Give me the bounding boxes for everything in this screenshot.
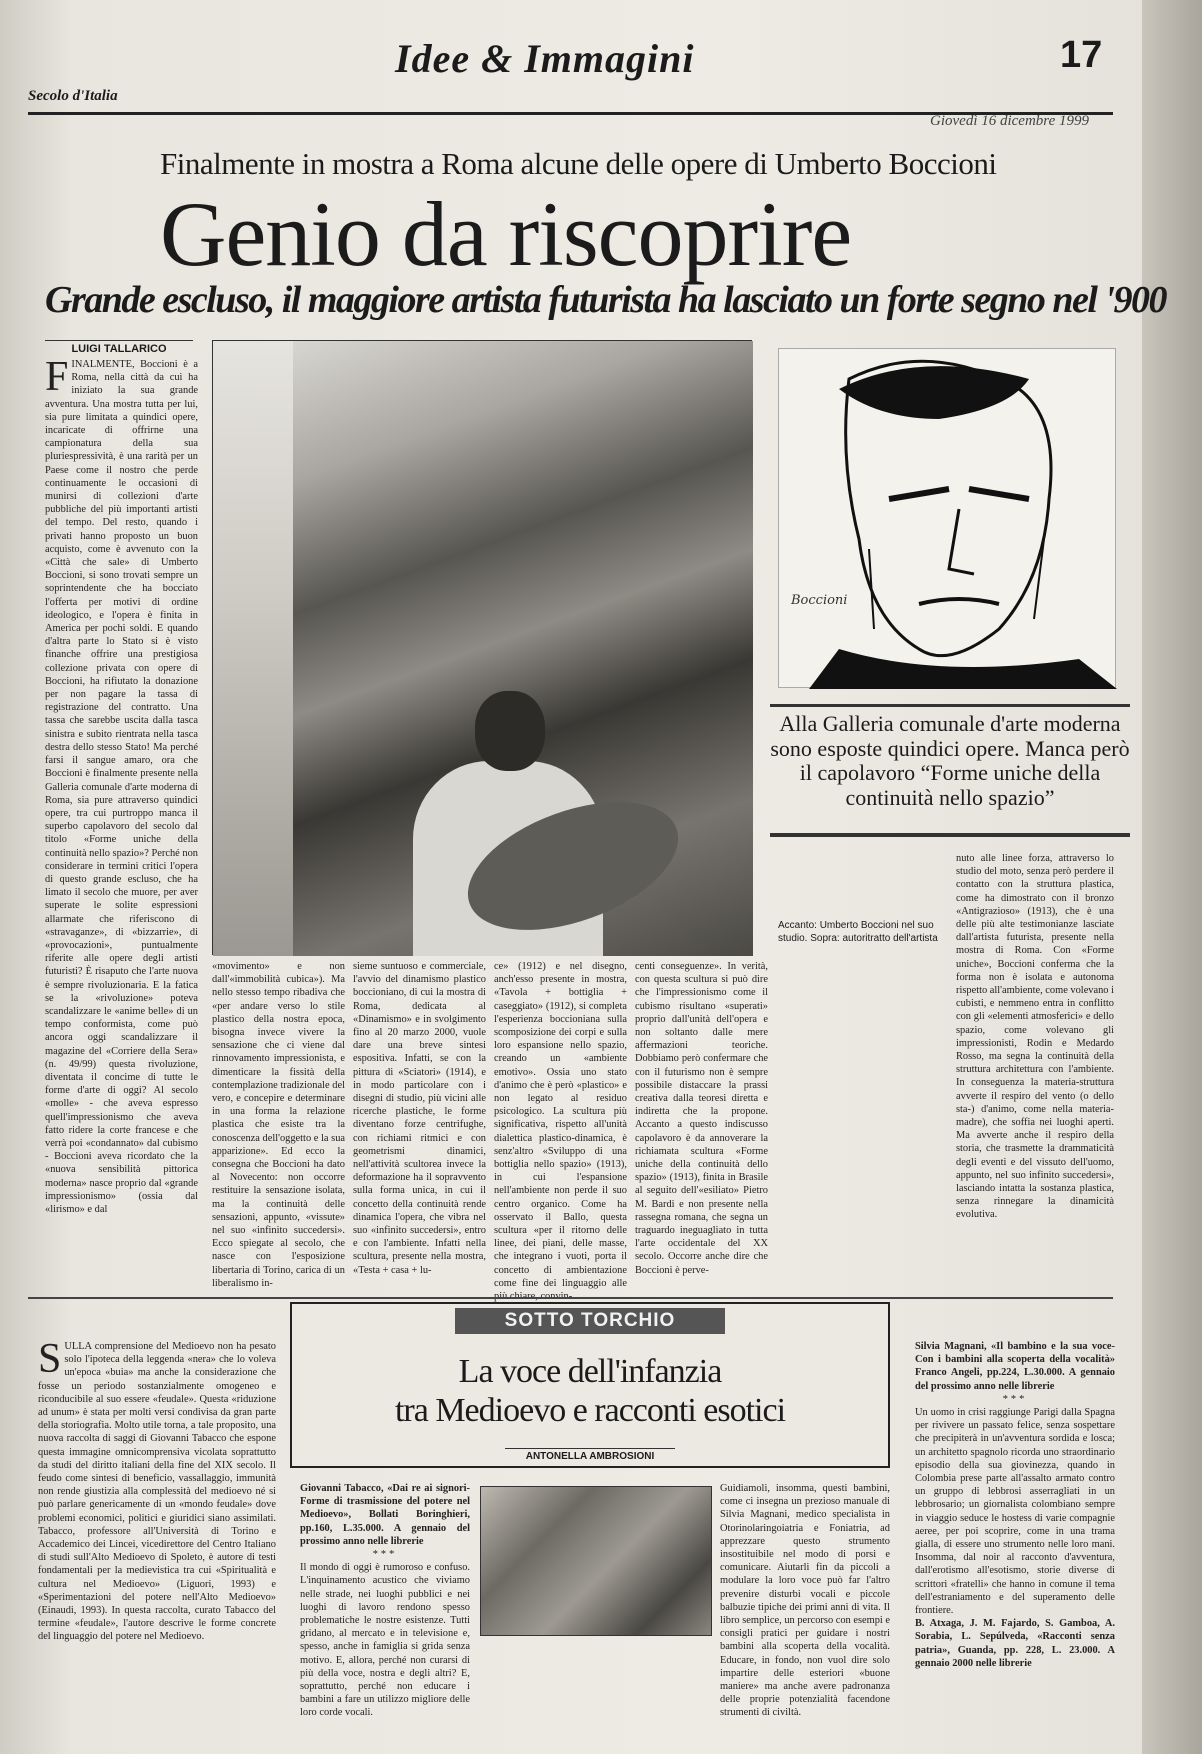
newspaper-name: Secolo d'Italia	[28, 88, 118, 104]
issue-date: Giovedì 16 dicembre 1999	[930, 113, 1089, 129]
sotto-torchio-label: SOTTO TORCHIO	[455, 1308, 725, 1334]
medieval-engraving	[480, 1486, 712, 1636]
column-text: INALMENTE, Boccioni è a Roma, nella città da cui ha iniziato la sua grande avventura. Una mostra tutta per lui, sia pure limitata a quindici opere, incaricate di offrirne una campionatura della sua pluriespressività, è una rarità per un Paese come il nostro che perde continuamente le occasioni di munirsi di collezioni d'arte pubbliche del più importanti artisti del tempo. Del resto, quando i privati hanno proposto un buon acquisto, come è avvenuto con la «Città che sale» di Umberto Boccioni, si sono trovati sempre un soprintendente che ha bocciato l'offerta per motivi di ordine ideologico, e l'opera è finita in America per pochi soldi. E quando d'altra parte lo Stato si è visto finanche offrire una prestigiosa collezione privata con opere di Boccioni, ha rifiutato la donazione per non pagare la tassa di registrazione del contratto. Una tassa che sarebbe uscita dalla tasca sinistra e subito rientrata nella tasca destra dello stesso Stato! Ma perché farsi il sangue amaro, ora che Boccioni è finalmente presente nella Galleria comunale d'arte moderna di Roma, sia pure attraverso quindici opere, tra cui purtroppo manca il superbo capolavoro del secolo dal titolo «Forme uniche della continuità nello spazio»? Perché non considerare in termini critici l'opera di questo grande escluso, che ha limato il secolo che muore, per aver superate le solite espressioni allarmate che riferiscono di «stravaganze», di «bizzarrie», di «provocazioni», puntualmente riferite alle opere degli artisti futuristi? È risaputo che l'arte nuova è sempre rivoluzionaria. E la fatica se la «rivoluzione» poteva scandalizzare le «anime belle» di un tempo conformista, come può ancora oggi scandalizzare il magazine del «Corriere della Sera» (n. 49/99) questa rivoluzione, diventata il concime di tutte le forme d'arte di oggi? Al secolo «molle» - che aveva espresso quell'impressionismo che aveva fatto ridere la corte francese e che verrà poi «condannato» dal cubismo - Boccioni aveva ricordato che la «nuova sensibilità pittorica moderna» nasce proprio dal «grande impressionismo» (ossia dal «lirismo» e dal	[45, 359, 198, 1215]
article-column-3: sieme suntuoso e commerciale, l'avvio del dinamismo plastico boccioniano, di cui la mostra di Roma, dedicata al «Dinamismo» e in svolgimento fino al 20 marzo 2000, vuole dare una breve sintesi espositiva. Infatti, se con la pittura di «Sciatori» (1914), e in modo particolare con i disegni di studio, più vicini alle ricerche plastiche, le forme diventano forze centrifughe, con richiami ritmici e con geometrismi dinamici, nell'attività scultorea invece la deformazione ha il sopravvento sulla forma unica, in cui il concetto della continuità rende dinamica l'opera, che vibra nel suo «infinito succedersi», entro e con l'ambiente. Infatti nella scultura, presente nella mostra, «Testa + casa + lu-	[353, 961, 486, 1276]
separator-stars: ***	[372, 1549, 398, 1561]
book-reference-2: Silvia Magnani, «Il bambino e la sua voce-Con i bambini alla scoperta della vocalità» Franco Angeli, pp.224, L.30.000. A gennaio del prossimo anno nelle librerie	[915, 1341, 1115, 1392]
column-text: ULLA comprensione del Medioevo non ha pesato solo l'ipoteca della leggenda «nera» che lo voleva un'epoca «buia» ma anche la considerazione che fosse un periodo sostanzialmente omogeneo e riconducibile al suo essere «feudale». Questa «riduzione ad unum» è stata per molti versi condivisa da gran parte della storiografia. Molto utile torna, a tale proposito, una nuova raccolta di saggi di Giovanni Tabacco che espone questa immagine omnicomprensiva vicolata soprattutto da studi del diritto italiani della fine del XIX secolo. Il feudo come sintesi di beneficio, vassallaggio, immunità non rende giustizia alla complessità del medioevo né si può parlare genericamente di un «mondo feudale» dove problemi economici, politici e giuridici siano assimilati. Tabacco, professore all'Università di Torino e Accademico dei Lincei, vicedirettore del Centro Italiano di studi sull'Alto Medioevo di Spoleto, è autore di testi fondamentali per la medievistica tra cui «Spiritualità e cultura nel Medioevo» (Liguori, 1993) e «Sperimentazioni del potere nell'Alto Medioevo» (Einaudi, 1993). In questa raccolta, curato Tabacco del termine «feudale», l'autore descrive le forme concrete del linguaggio del potere nel Medioevo.	[38, 1341, 276, 1643]
title-line-1: La voce dell'infanzia	[458, 1353, 722, 1390]
book-reference-3: B. Atxaga, J. M. Fajardo, S. Gamboa, A. Sorabia, L. Sepúlveda, «Racconti senza patria», Guanda, pp. 228, L. 23.000. A gennaio 2000 nelle librerie	[915, 1618, 1115, 1669]
article-column-1	[45, 354, 198, 1278]
article-byline: LUIGI TALLARICO	[45, 340, 193, 355]
sotto-torchio-author: ANTONELLA AMBROSIONI	[505, 1448, 675, 1462]
column-text: Il mondo di oggi è rumoroso e confuso. L'inquinamento acustico che viviamo nelle strade, nei luoghi pubblici e nei luoghi di lavoro rendono spesso problematiche le nostre esistenze. Tutti gridano, al mercato e in televisione e, spesso, anche in famiglia si grida senza motivo. E, allora, perché non curarsi di più della voce, nostra e degli altri? E, soprattutto, perché non educare i bambini a fare un utilizzo migliore delle loro corde vocali.	[300, 1562, 470, 1719]
article-column-6: nuto alle linee forza, attraverso lo studio del moto, senza però perdere il contatto con la struttura plastica, come ha dimostrato con il bronzo «Antigrazioso» (1913), che è una delle più alte testimonianze lasciate dall'artista futurista, presente nella mostra di Roma. Con «Forme uniche», Boccioni conferma che la forma non è isolata e autonoma rispetto all'ambiente, come volevano i cubisti, e nemmeno entra in conflitto con gli «elementi atmosferici» e dello spazio, come volevano gli impressionisti, Rodin e Medardo Rosso, ma segna la continuità della struttura architettura con l'ambiente. In conseguenza la materia-struttura avverte il respiro del vento (o dello sta-) d'animo, come nella materia-madre), che soffia nei luoghi aperti. Ma avverte anche il respiro della storia, che trasmette la drammaticità degli eventi e del vissuto dell'uomo, appunto, nel suo infinito succedersi», lasciando intatta la sostanza plastica, senza rinnegare la dinamicità evolutiva.	[956, 853, 1114, 1221]
title-line-2: tra Medioevo e racconti esotici	[394, 1392, 786, 1430]
section-title: Idee & Immagini	[395, 36, 695, 81]
article-column-4: ce» (1912) e nel disegno, anch'esso presente in mostra, «Tavola + bottiglia + caseggiato» (1912), si completa l'esperienza boccioniana sulla scomposizione dei corpi e sulla loro espansione nello spazio, creando un «ambiente emotivo». Ossia uno stato d'animo che è però «plastico» e non legato al residuo psicologico. La scultura più significativa, rispetto all'unità dialettica plastico-dinamica, è senz'altro «Sviluppo di una bottiglia nello spazio» (1913), in cui l'espansione nell'ambiente non perde il suo centro organico. Come ha osservato il Ballo, questa scultura «per il ritorno delle linee, dei piani, delle masse, che integrano i vuoti, porta il concetto di ambientazione come fine dei linguaggio alle	[494, 961, 627, 1289]
page-number: 17	[1060, 34, 1103, 76]
pull-quote: Alla Galleria comunale d'arte moderna sono esposte quindici opere. Manca però il capolavoro “Forme uniche della continuità nello spazio”	[770, 711, 1130, 810]
article-column-5: centi conseguenze». In verità, con questa scultura si può dire che l'impressionismo come il cubismo risultano «superati» proprio dall'unità dell'opera e non soltanto dalle mere affermazioni teoriche. Dobbiamo però confermare che con il futurismo non è sempre possibile distaccare la prassi creativa dalla teoresi diretta e indiretta che la propone. Accanto a questo indiscusso capolavoro è da annoverare la richiamata scultura «Forme uniche della continuità dello spazio» (1913), finita in Brasile al seguito dell'«esiliato» Pietro M. Bardi e non presente nella rassegna romana, che segna un traguardo ineguagliato in tutta l'arte occidentale del XX secolo. Occorre anche dire che Boccioni è perve-	[635, 961, 768, 1276]
section-divider	[28, 1297, 1113, 1299]
signature: Boccioni	[791, 593, 848, 608]
pullquote-rule-top	[770, 704, 1130, 707]
photo-caption: Accanto: Umberto Boccioni nel suo studio. Sopra: autoritratto dell'artista	[778, 920, 938, 944]
page-spine-shadow	[1142, 0, 1202, 1754]
boccioni-studio-photo	[212, 340, 752, 955]
self-portrait-drawing	[778, 348, 1116, 688]
article-deck: Grande escluso, il maggiore artista futurista ha lasciato un forte segno nel '900	[45, 279, 1167, 321]
article-column-2: «movimento» e non dall'«immobilità cubica»). Ma nello stesso tempo ribadiva che «per andare verso lo stile plastico della nostra epoca, bisogna invece vivere la sensazione che ci viene dal rinnovamento impressionista, e dimenticare la fissità della contemplazione tradizionale del vero, e concepire e determinare in una forma la relazione plastica che esiste tra la conoscenza dell'oggetto e la sua apparizione». Ed ecco la consegna che Boccioni ha dato al Novecento: non occorre restituire la sensazione isolata, ma la continuità delle sensazioni, appunto, «vissute» nel suo «infinito succedersi». Ecco spiegate al secolo, che nasce con l'esposizione libertaria di Torino, carica di un liberalismo in-	[212, 961, 345, 1289]
column-text: Un uomo in crisi raggiunge Parigi dalla Spagna per rivivere un passato felice, senza sospettare che precipiterà in un'avventura sordida e losca; un architetto spagnolo ricorda uno straordinario episodio della sua giovinezza, quando in Colombia prese parte all'assalto armato contro un gruppo di lebbrosi asserragliati in un lebbrosario; un giornalista colombiano sempre in viaggio seduce le hostess di varie compagnie aeree, per poi scoprire, come in una trama gialla, di essere uno strumento nelle loro mani. Insomma, dal noir al racconto d'avventura, dall'erotismo all'esotismo, storie diverse di scrittori «fratelli» che hanno in comune il tema dell'estraniamento e del superamento delle frontiere.	[915, 1407, 1115, 1617]
dropcap: S	[38, 1336, 62, 1382]
article-kicker: Finalmente in mostra a Roma alcune delle opere di Umberto Boccioni	[160, 146, 997, 181]
pullquote-rule-bottom	[770, 833, 1130, 837]
sotto-mid-column-1	[300, 1482, 470, 1742]
book-reference-1: Giovanni Tabacco, «Dai re ai signori-Forme di trasmissione del potere nel Medioevo», Bollati Boringhieri, pp.160, L.35.000. A gennaio del prossimo anno nelle librerie	[300, 1483, 470, 1547]
separator-stars: ***	[1002, 1393, 1028, 1405]
sotto-mid-column-2: Guidiamoli, insomma, questi bambini, come ci insegna un prezioso manuale di Silvia Magnani, medico specialista in Otorinolaringoiatria e Foniatria, ad apprezzare questo strumento insostituibile nel modo di porsi e comunicare. Aiutarli fin da piccoli a modulare la loro voce può far l'altro prevenire disturbi vocali e piccole balbuzie tipiche dei primi anni di vita. Il libro semplice, un percorso con esempi e consigli pratici per guidare i nostri bambini alla scoperta della vocalità. Educare, in fondo, non vuol dire solo impartire delle esteriori «buone maniere» ma anche avere padronanza delle proprie potenzialità facendone strumenti di civiltà.	[720, 1483, 890, 1719]
dropcap: F	[45, 354, 69, 400]
sotto-left-column	[38, 1336, 276, 1740]
article-headline: Genio da riscoprire	[160, 183, 852, 285]
article-column-5b	[778, 985, 948, 1280]
sotto-right-column	[915, 1340, 1115, 1740]
sotto-torchio-title	[300, 1352, 880, 1430]
